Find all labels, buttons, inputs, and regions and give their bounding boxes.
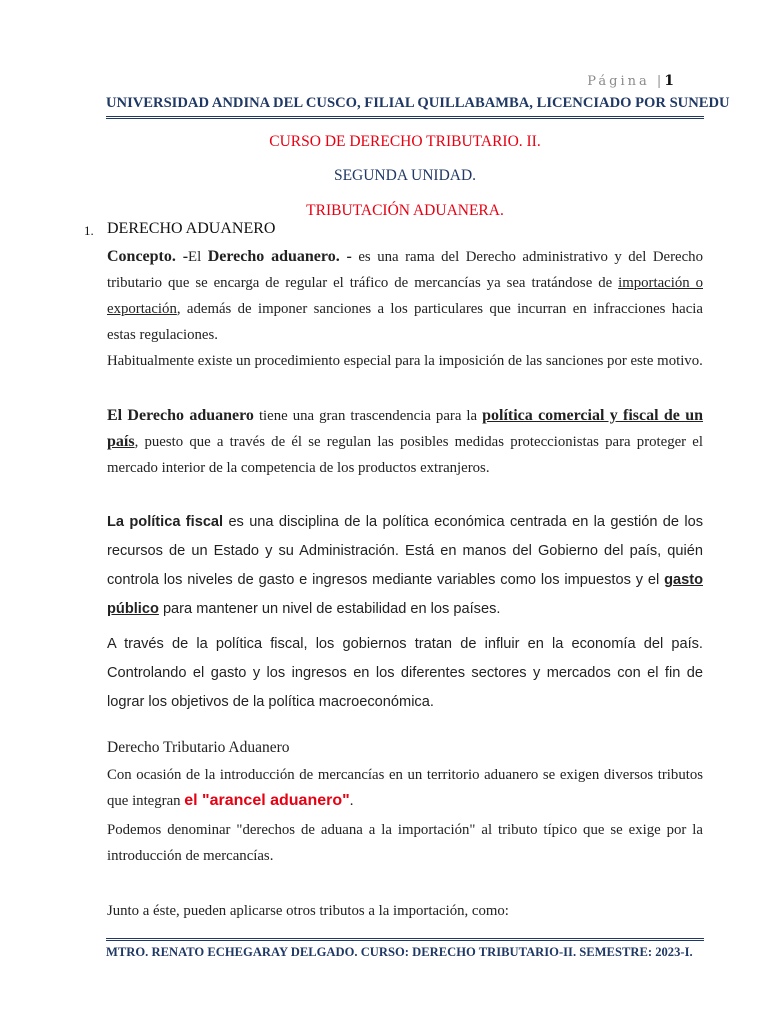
- page-number-label: Página |: [587, 74, 665, 89]
- junto-paragraph: Junto a éste, pueden aplicarse otros tributos a la importación, como:: [107, 903, 509, 919]
- concept-el: El: [188, 249, 208, 265]
- arancel-text-1: Con ocasión de la introducción de mercancías en un territorio aduanero se exigen diversos tributos que integran: [107, 767, 703, 809]
- page-header: UNIVERSIDAD ANDINA DEL CUSCO, FILIAL QUILLABAMBA, LICENCIADO POR SUNEDU: [106, 95, 704, 119]
- politica-text-1: es una disciplina de la política económica centrada en la gestión de los recursos de un Estado y su Administración. Está en manos del Gobierno del país, quién controla los niveles de gasto e ingresos mediante variables como los impuestos y el: [107, 514, 703, 588]
- arancel-highlight: el "arancel aduanero": [184, 792, 350, 809]
- section-number: 1.: [84, 223, 94, 238]
- trascendencia-text-1: tiene una gran trascendencia para la: [253, 408, 483, 424]
- subheading: Derecho Tributario Aduanero: [107, 739, 290, 756]
- concept-text-2: , además de imponer sanciones a los particulares que incurran en infracciones hacia estas regulaciones.: [107, 301, 703, 343]
- concept-paragraph: [107, 244, 703, 348]
- trascendencia-highlight: política comercial y fiscal de un país: [107, 407, 704, 450]
- gobiernos-paragraph: A través de la política fiscal, los gobiernos tratan de influir en la economía del país. Controlando el gasto y los ingresos en los diferentes sectores y mercados con el fin de lograr los objetivos de la política macroeconómica.: [107, 636, 703, 710]
- arancel-paragraph: [107, 762, 703, 814]
- page-footer: MTRO. RENATO ECHEGARAY DELGADO. CURSO: DERECHO TRIBUTARIO-II. SEMESTRE: 2023-I.: [106, 938, 704, 960]
- section-title: DERECHO ADUANERO: [107, 220, 276, 237]
- topic-title: TRIBUTACIÓN ADUANERA.: [306, 202, 504, 219]
- sanciones-paragraph: Habitualmente existe un procedimiento especial para la imposición de las sanciones por este motivo.: [107, 353, 703, 369]
- page-number-value: 1: [664, 73, 674, 89]
- politica-text-2: para mantener un nivel de estabilidad en los países.: [158, 601, 501, 617]
- course-title: CURSO DE DERECHO TRIBUTARIO. II.: [269, 133, 541, 150]
- concept-term: Derecho aduanero. -: [207, 248, 352, 265]
- politica-term: La política fiscal: [107, 514, 224, 530]
- denominar-paragraph: Podemos denominar "derechos de aduana a la importación" al tributo típico que se exige por la introducción de mercancías.: [107, 822, 703, 864]
- unit-title: SEGUNDA UNIDAD.: [333, 167, 477, 184]
- politica-paragraph: [107, 508, 703, 624]
- concept-underlined: importación o exportación: [107, 275, 703, 317]
- arancel-text-2: .: [349, 793, 354, 809]
- politica-highlight: gasto público: [107, 572, 703, 617]
- concept-label: Concepto. -: [107, 248, 189, 265]
- page-number: [587, 73, 674, 89]
- trascendencia-term: El Derecho aduanero: [107, 407, 254, 424]
- concept-text-1: es una rama del Derecho administrativo y del Derecho tributario que se encarga de regular el tráfico de mercancías ya sea tratándose de: [107, 249, 703, 291]
- trascendencia-paragraph: [107, 403, 703, 481]
- trascendencia-text-2: , puesto que a través de él se regulan las posibles medidas proteccionistas para proteger el mercado interior de la competencia de los productos extranjeros.: [107, 434, 703, 476]
